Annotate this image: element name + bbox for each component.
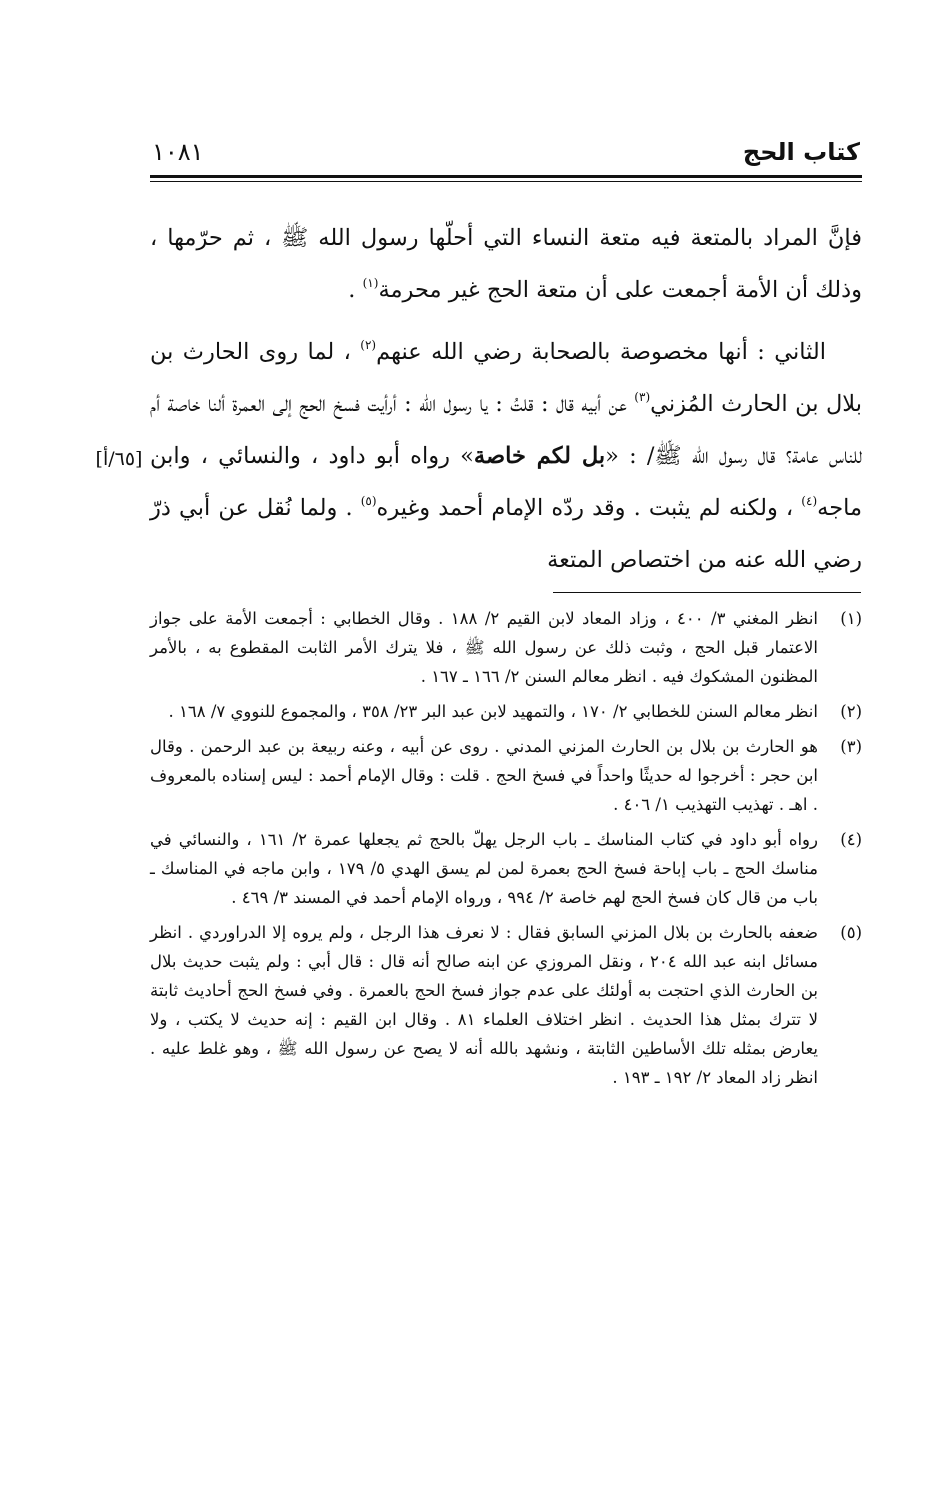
- footnote-number: (٢): [840, 702, 862, 721]
- paragraph-2-text-e: ، ولكنه لم يثبت . وقد ردّه الإمام أحمد وغيره: [376, 495, 802, 521]
- footnotes: [150, 604, 862, 1098]
- footnote-number: (١): [840, 609, 862, 628]
- header-rule-thin: [150, 181, 862, 182]
- footnote-ref-5[interactable]: (٥): [360, 494, 377, 508]
- header-rule-thick: [150, 175, 862, 178]
- running-title: كتاب الحج: [742, 138, 860, 166]
- footnote-number: (٤): [840, 830, 862, 849]
- manuscript-folio-marker: [٦٥/أ]: [95, 448, 143, 470]
- footnote-ref-4[interactable]: (٤): [801, 494, 818, 508]
- page-number: ١٠٨١: [152, 138, 204, 166]
- footnote-ref-2[interactable]: (٢): [360, 338, 377, 352]
- footnote-ref-1[interactable]: (١): [362, 276, 379, 290]
- footnote: [150, 697, 862, 726]
- paragraph-2-text-f: . ولما نُقل عن أبي ذرّ رضي الله عنه من اختصاص المتعة: [150, 495, 862, 573]
- footnote: [150, 918, 862, 1092]
- footnote: [150, 604, 862, 691]
- paragraph-2-text-c: عن أبيه قال : قلتُ : يا رسول الله : أرأيت فسخ الحج إلى العمرة ألنا خاصة أم للناس عامة؟ قال رسول الله ﷺ/ : «: [150, 391, 863, 469]
- paragraph-2-text-b: ، لما روى الحارث بن بلال بن الحارث المُزني: [150, 339, 862, 417]
- paragraph-1: [150, 212, 862, 316]
- footnote: [150, 732, 862, 819]
- footnote-text: رواه أبو داود في كتاب المناسك ـ باب الرجل يهلّ بالحج ثم يجعلها عمرة ٢/ ١٦١ ، والنسائي في مناسك الحج ـ باب إباحة فسخ الحج بعمرة لمن لم يسق الهدي ٥/ ١٧٩ ، وابن ماجه في المناسك ـ باب من قال كان فسخ الحج لهم خاصة ٢/ ٩٩٤ ، ورواه الإمام أحمد في المسند ٣/ ٤٦٩ .: [150, 830, 818, 907]
- footnote-text: هو الحارث بن بلال بن الحارث المزني المدني . روى عن أبيه ، وعنه ربيعة بن عبد الرحمن . وقال ابن حجر : أخرجوا له حديثًا واحداً في فسخ الحج . قلت : وقال الإمام أحمد : ليس إسناده بالمعروف . اهـ . تهذيب التهذيب ١/ ٤٠٦ .: [150, 737, 818, 814]
- footnote-text: انظر معالم السنن للخطابي ٢/ ١٧٠ ، والتمهيد لابن عبد البر ٢٣/ ٣٥٨ ، والمجموع للنووي ٧/ ١٦٨ .: [168, 702, 818, 721]
- footnote-ref-3[interactable]: (٣): [634, 390, 651, 404]
- footnote-number: (٣): [840, 737, 862, 756]
- main-text: [150, 212, 862, 586]
- paragraph-2-text-d: » رواه أبو داود ، والنسائي ، وابن ماجه: [150, 443, 863, 521]
- footnote-text: انظر المغني ٣/ ٤٠٠ ، وزاد المعاد لابن القيم ٢/ ١٨٨ . وقال الخطابي : أجمعت الأمة على جواز الاعتمار قبل الحج ، وثبت ذلك عن رسول الله ﷺ ، فلا يترك الأمر الثابت المقطوع به ، بالأمر المظنون المشكوك فيه . انظر معالم السنن ٢/ ١٦٦ ـ ١٦٧ .: [150, 609, 819, 686]
- footnote: [150, 825, 862, 912]
- hadith-quote: بل لكم خاصة: [473, 443, 606, 469]
- paragraph-2: [150, 326, 862, 586]
- footnote-number: (٥): [840, 923, 862, 942]
- page-header: [152, 132, 860, 172]
- footnote-text: ضعفه بالحارث بن بلال المزني السابق فقال : لا نعرف هذا الرجل ، ولم يروه إلا الدراوردي . انظر مسائل ابنه عبد الله ٢٠٤ ، ونقل المروزي عن ابنه صالح أنه قال : قال أبي : ولم يثبت حديث بلال بن الحارث الذي احتجت به أولئك على عدم جواز فسخ الحج بالعمرة . وفي فسخ الحج أحاديث ثابتة لا تترك بمثل هذا الحديث . انظر اختلاف العلماء ٨١ . وقال ابن القيم : إنه حديث لا يكتب ، ولا يعارض بمثله تلك الأساطين الثابتة ، ونشهد بالله أنه لا يصح عن رسول الله ﷺ ، وهو غلط عليه . انظر زاد المعاد ٢/ ١٩٢ ـ ١٩٣ .: [150, 923, 819, 1087]
- paragraph-1-end: .: [348, 277, 363, 303]
- paragraph-1-text: فإنَّ المراد بالمتعة فيه متعة النساء التي أحلّها رسول الله ﷺ ، ثم حرّمها ، وذلك أن الأمة أجمعت على أن متعة الحج غير محرمة: [150, 225, 862, 303]
- footnote-separator: [553, 592, 861, 593]
- paragraph-2-text-a: الثاني : أنها مخصوصة بالصحابة رضي الله عنهم: [376, 339, 827, 365]
